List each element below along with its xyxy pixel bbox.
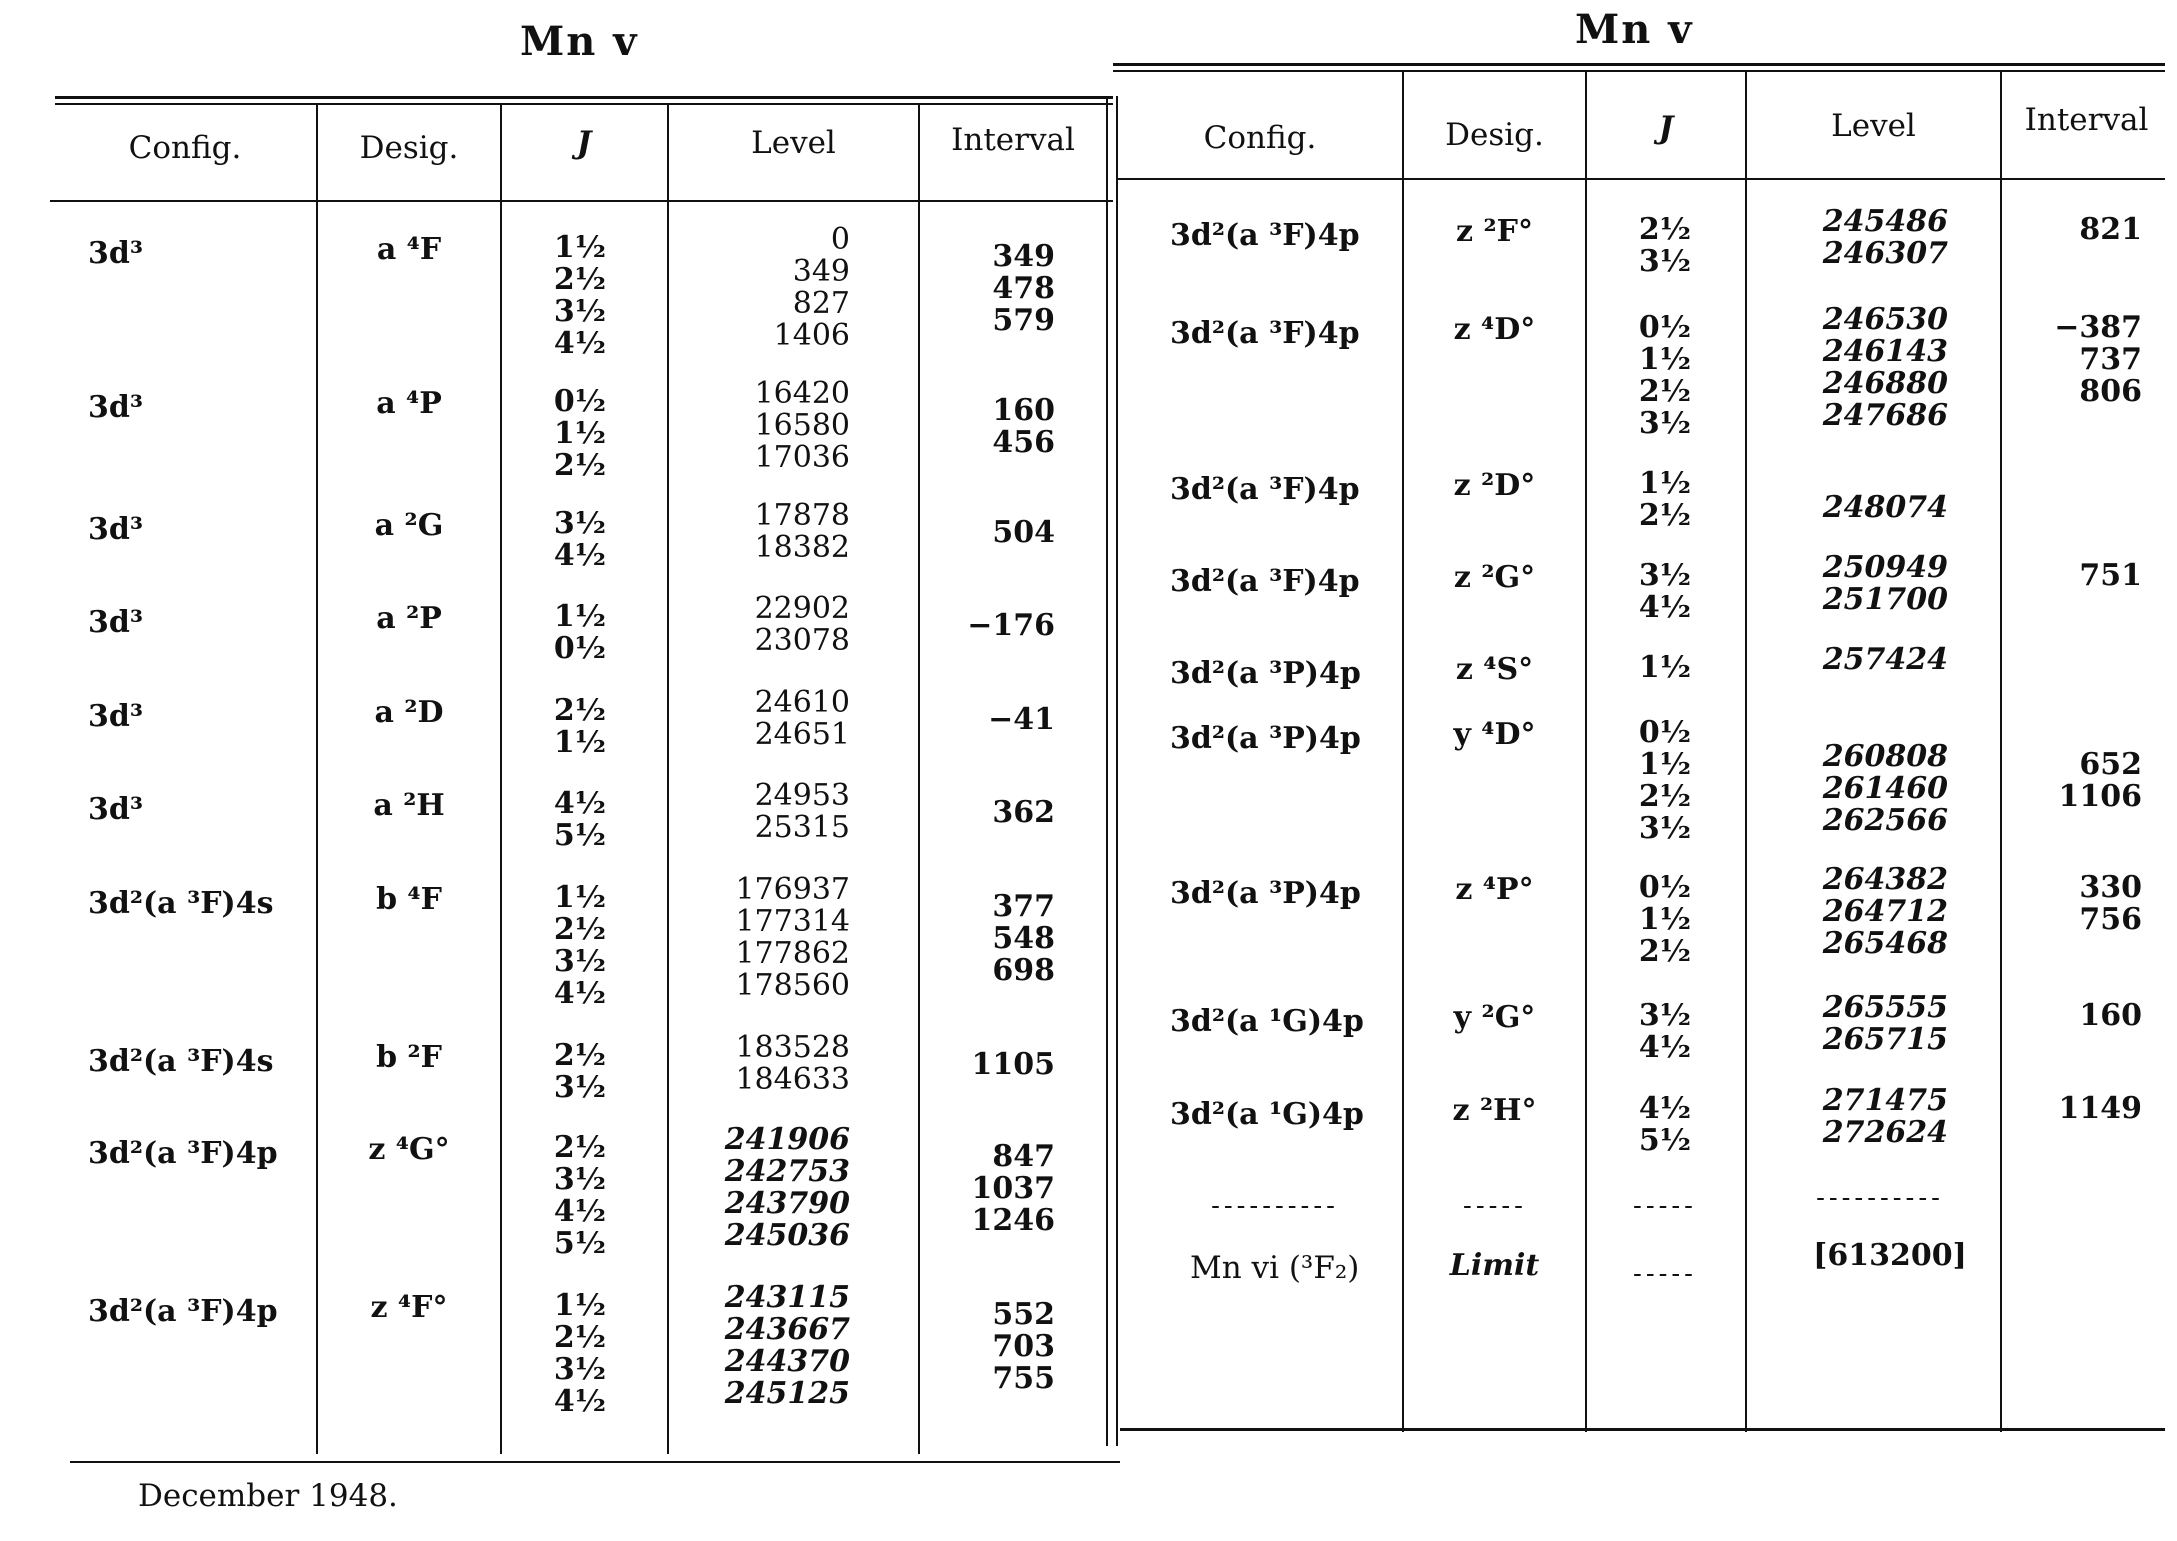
header-desig: Desig. [359, 130, 459, 166]
row-config: 3d²(a ³P)4p [1170, 721, 1361, 756]
bottom-rule-left [70, 1461, 1120, 1463]
row-level-values: 264382 264712 265468 [1822, 862, 1948, 961]
row-designation: b ⁴F [376, 882, 442, 917]
header-interval: Interval [951, 122, 1075, 158]
row-interval-values: 552 703 755 [992, 1297, 1055, 1396]
row-designation: a ²P [376, 601, 442, 636]
row-j-values: 2½ 3½ [1638, 212, 1692, 279]
row-interval-values: −176 [967, 608, 1055, 643]
row-j-values: 3½ 4½ [553, 506, 607, 573]
top-rule-left-inner [55, 103, 1113, 105]
row-level-values: 250949 251700 [1822, 550, 1948, 617]
header-level: Level [751, 125, 836, 161]
header-rule-left [50, 200, 1113, 202]
row-j-values: 0½ 1½ 2½ 3½ [1638, 715, 1692, 846]
row-j-values: 0½ 1½ 2½ [553, 384, 607, 483]
row-designation: y ⁴D° [1453, 717, 1536, 752]
row-config: 3d²(a ³P)4p [1170, 876, 1361, 911]
row-j-values: 2½ 3½ [553, 1038, 607, 1105]
row-designation: a ²D [374, 695, 444, 730]
row-designation: z ⁴D° [1453, 312, 1536, 347]
top-rule-right-outer [1113, 63, 2165, 66]
limit-config: Mn vi (³F₂) [1190, 1250, 1360, 1286]
row-config: 3d³ [88, 236, 143, 271]
row-designation: a ⁴F [376, 232, 442, 267]
top-rule-left-outer [55, 96, 1113, 99]
row-j-values: 2½ 1½ [553, 693, 607, 760]
row-interval-values: 330 756 [2079, 870, 2142, 937]
row-level-values: 0 349 827 1406 [773, 222, 850, 353]
row-config: 3d³ [88, 605, 143, 640]
row-j-values: 1½ 0½ [553, 599, 607, 666]
row-designation: a ²G [374, 508, 444, 543]
row-designation: z ⁴F° [370, 1290, 448, 1325]
header-j: J [1658, 110, 1674, 146]
row-config: 3d²(a ³F)4s [88, 886, 274, 921]
col-divider [1402, 72, 1404, 1432]
row-interval-values: 504 [992, 515, 1055, 550]
col-divider [2000, 72, 2002, 1432]
row-j-values: 2½ 3½ 4½ 5½ [553, 1130, 607, 1261]
row-level-values: 271475 272624 [1822, 1083, 1948, 1150]
row-config: 3d²(a ³F)4p [1170, 218, 1360, 253]
limit-j-dashes: ----- [1633, 1191, 1697, 1221]
row-interval-values: 821 [2079, 212, 2142, 247]
row-level-values: 176937 177314 177862 178560 [735, 872, 850, 1003]
row-designation: z ²F° [1456, 214, 1533, 249]
header-interval: Interval [2024, 102, 2149, 138]
row-config: 3d²(a ¹G)4p [1170, 1097, 1364, 1132]
top-rule-right-inner [1113, 70, 2165, 72]
table-divider-outer [1106, 96, 1108, 1446]
row-level-values: 24610 24651 [754, 685, 850, 752]
row-j-values: 1½ 2½ 3½ 4½ [553, 1288, 607, 1419]
row-config: 3d³ [88, 699, 143, 734]
row-interval-values: 160 456 [992, 393, 1055, 460]
col-divider [1745, 72, 1747, 1432]
header-config: Config. [128, 130, 242, 166]
row-interval-values: 349 478 579 [992, 239, 1055, 338]
footer-date: December 1948. [138, 1478, 398, 1514]
row-j-values: 1½ 2½ 3½ 4½ [553, 880, 607, 1011]
row-designation: z ⁴P° [1455, 872, 1534, 907]
limit-level: [613200] [1813, 1238, 1967, 1273]
row-interval-values: 160 [2079, 998, 2142, 1033]
row-level-values: 248074 [1822, 490, 1948, 525]
row-interval-values: 847 1037 1246 [971, 1139, 1055, 1238]
limit-desig-dashes: ----- [1463, 1191, 1527, 1221]
row-designation: b ²F [376, 1040, 442, 1075]
row-config: 3d²(a ³P)4p [1170, 656, 1361, 691]
row-level-values: 265555 265715 [1822, 990, 1948, 1057]
col-divider [316, 104, 318, 1454]
row-config: 3d²(a ¹G)4p [1170, 1004, 1364, 1039]
row-level-values: 243115 243667 244370 245125 [724, 1280, 850, 1411]
row-level-values: 241906 242753 243790 245036 [724, 1122, 850, 1253]
row-config: 3d²(a ³F)4s [88, 1044, 274, 1079]
row-interval-values: 1105 [971, 1047, 1055, 1082]
row-j-values: 3½ 4½ [1638, 558, 1692, 625]
row-level-values: 257424 [1822, 642, 1948, 677]
row-designation: z ²H° [1452, 1093, 1537, 1128]
row-config: 3d²(a ³F)4p [1170, 472, 1360, 507]
row-config: 3d²(a ³F)4p [88, 1136, 278, 1171]
header-rule-right [1117, 178, 2165, 180]
limit-config-dashes: ---------- [1211, 1191, 1339, 1221]
row-level-values: 22902 23078 [754, 591, 850, 658]
row-designation: z ⁴G° [368, 1132, 450, 1167]
row-config: 3d²(a ³F)4p [1170, 316, 1360, 351]
table-divider-inner [1116, 96, 1118, 1446]
row-interval-values: −387 737 806 [2054, 310, 2142, 409]
row-j-values: 1½ 2½ 3½ 4½ [553, 230, 607, 361]
row-j-values: 0½ 1½ 2½ [1638, 870, 1692, 969]
header-desig: Desig. [1445, 117, 1544, 153]
row-j-values: 3½ 4½ [1638, 998, 1692, 1065]
col-divider [500, 104, 502, 1454]
row-level-values: 17878 18382 [754, 498, 850, 565]
row-interval-values: 652 1106 [2058, 747, 2142, 814]
row-config: 3d²(a ³F)4p [88, 1294, 278, 1329]
col-divider [1585, 72, 1587, 1432]
row-interval-values: 751 [2079, 558, 2142, 593]
header-j: J [576, 125, 592, 161]
row-config: 3d³ [88, 512, 143, 547]
row-j-values: 1½ 2½ [1638, 466, 1692, 533]
row-designation: a ⁴P [376, 386, 442, 421]
row-interval-values: 1149 [2058, 1091, 2142, 1126]
header-level: Level [1831, 108, 1916, 144]
limit-level-dashes: ---------- [1816, 1183, 1944, 1213]
row-j-values: 4½ 5½ [1638, 1091, 1692, 1158]
row-config: 3d²(a ³F)4p [1170, 564, 1360, 599]
row-interval-values: −41 [988, 702, 1055, 737]
row-designation: a ²H [373, 788, 445, 823]
row-level-values: 16420 16580 17036 [754, 376, 850, 475]
row-interval-values: 377 548 698 [992, 889, 1055, 988]
limit-desig: Limit [1449, 1248, 1540, 1283]
row-level-values: 260808 261460 262566 [1822, 739, 1948, 838]
row-interval-values: 362 [992, 795, 1055, 830]
row-config: 3d³ [88, 792, 143, 827]
row-level-values: 24953 25315 [754, 778, 850, 845]
table-title-left: Mn v [520, 18, 639, 65]
row-j-values: 1½ [1638, 650, 1692, 685]
bottom-rule-right [1120, 1428, 2165, 1431]
row-level-values: 183528 184633 [735, 1030, 850, 1097]
row-level-values: 245486 246307 [1822, 204, 1948, 271]
table-title-right: Mn v [1575, 6, 1694, 53]
row-level-values: 246530 246143 246880 247686 [1822, 302, 1948, 433]
row-designation: z ²D° [1453, 468, 1536, 503]
row-designation: z ⁴S° [1455, 652, 1534, 687]
limit-j: ----- [1633, 1259, 1697, 1289]
header-config: Config. [1203, 120, 1317, 156]
row-designation: z ²G° [1453, 560, 1536, 595]
row-designation: y ²G° [1453, 1000, 1536, 1035]
row-config: 3d³ [88, 390, 143, 425]
row-j-values: 4½ 5½ [553, 786, 607, 853]
row-j-values: 0½ 1½ 2½ 3½ [1638, 310, 1692, 441]
